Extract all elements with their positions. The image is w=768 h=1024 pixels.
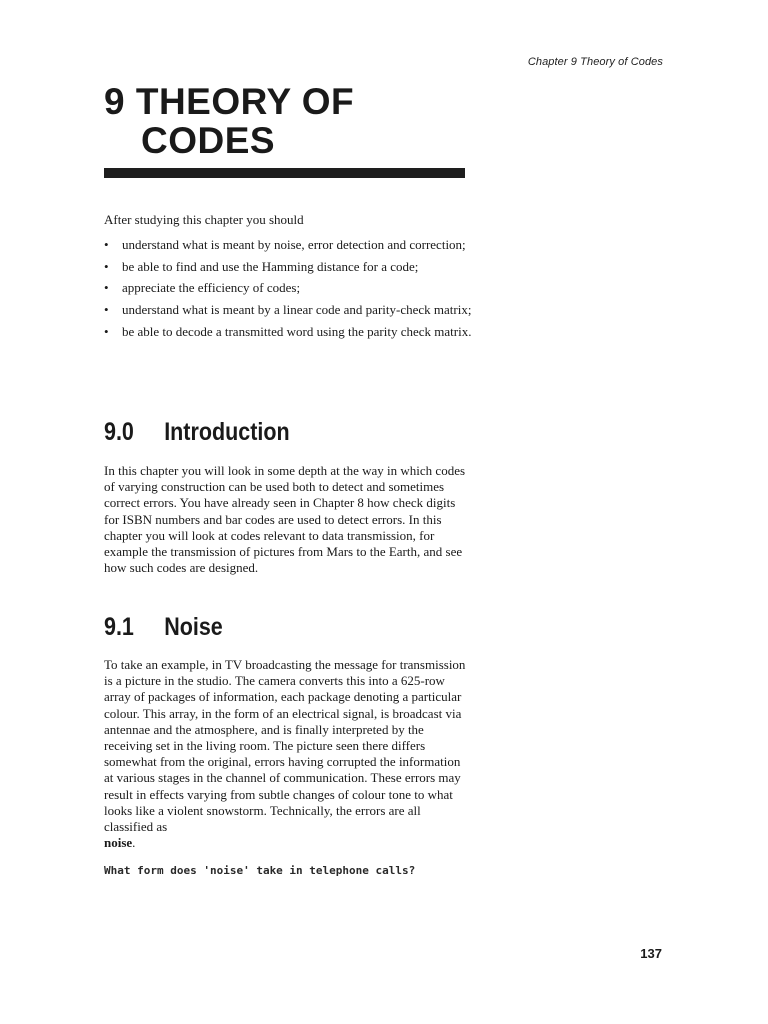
discussion-question: What form does 'noise' take in telephone calls? [104,864,416,877]
objective-text: understand what is meant by a linear code and parity-check matrix; [122,302,472,318]
section-title: Noise [164,613,223,641]
objective-item [104,302,474,318]
bullet-icon: • [104,258,109,274]
objective-text: understand what is meant by noise, error detection and correction; [122,237,466,252]
objective-item [104,280,474,296]
bullet-icon: • [104,323,109,339]
section-title: Introduction [164,418,290,446]
objective-text: be able to decode a transmitted word using the parity check matrix. [122,323,472,339]
noise-paragraph-text: To take an example, in TV broadcasting the message for transmission is a picture in the studio. The camera converts this into a 625-row array of packages of information, each package denoting a particular colour. This array, in the form of an electrical signal, is broadcast via antennae and the atmosphere, and is finally interpreted by the receiving set in the living room. The picture seen there differs somewhat from the original, errors having corrupted the information at various stages in the channel of communication. These errors may result in effects varying from subtle changes of colour tone to what looks like a violent snowstorm. Technically, the errors are all classified as [104,657,466,835]
section-number: 9.0 [104,418,134,446]
noise-term: noise [104,835,133,851]
objective-item [104,324,474,340]
noise-term-end: . [132,835,136,851]
section-heading-introduction [104,418,290,446]
section-number: 9.1 [104,613,134,641]
objective-item [104,259,474,275]
objective-text: be able to find and use the Hamming distance for a code; [122,258,419,274]
running-head: Chapter 9 Theory of Codes [527,56,663,68]
section-heading-noise [104,613,223,641]
noise-paragraph [104,657,466,851]
objectives-list [104,237,474,346]
chapter-title [104,82,504,160]
bullet-icon: • [104,280,109,296]
chapter-title-line-2: CODES [141,120,276,161]
bullet-icon: • [104,302,109,318]
objectives-lead: After studying this chapter you should [104,212,304,227]
chapter-title-line-1: 9 THEORY OF [104,81,355,122]
objective-text: appreciate the efficiency of codes; [122,280,301,296]
title-rule [104,168,465,178]
bullet-icon: • [104,237,109,252]
page-number: 137 [640,946,662,961]
introduction-paragraph: In this chapter you will look in some depth at the way in which codes of varying construction can be used both to detect and sometimes correct errors. You have already seen in Chapter 8 how check digits for ISBN numbers and bar codes are used to detect errors. In this chapter you will look at codes relevant to data transmission, for example the transmission of pictures from Mars to the Earth, and see how such codes are designed. [104,463,466,576]
objective-item [104,237,474,253]
